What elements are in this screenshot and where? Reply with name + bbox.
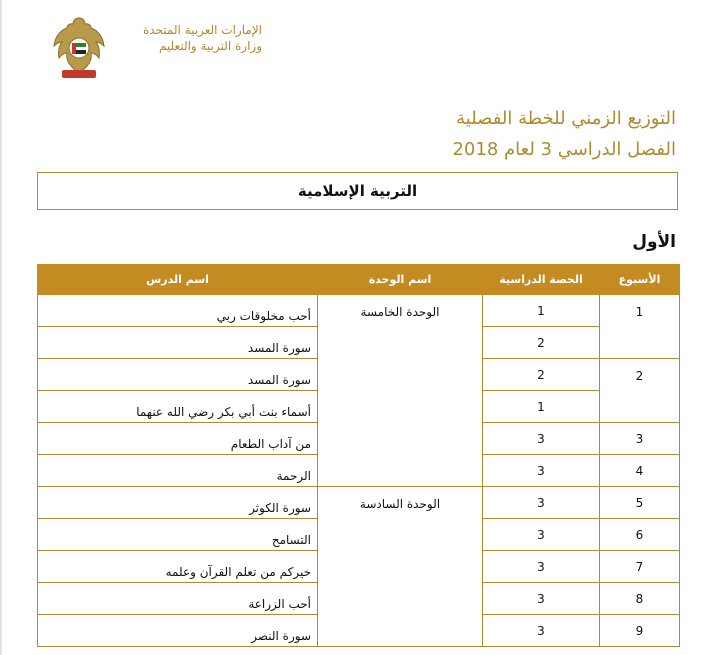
week-cell: 6 — [600, 519, 680, 551]
period-cell: 3 — [483, 583, 600, 615]
period-cell: 3 — [483, 551, 600, 583]
period-cell: 3 — [483, 615, 600, 647]
subject-box — [37, 172, 678, 210]
lesson-cell: أحب الزراعة — [38, 583, 318, 615]
lesson-cell: أسماء بنت أبي بكر رضي الله عنهما — [38, 391, 318, 423]
period-cell: 3 — [483, 487, 600, 519]
lesson-cell: خيركم من تعلم القرآن وعلمه — [38, 551, 318, 583]
document-title: التوزيع الزمني للخطة الفصلية — [456, 108, 676, 129]
period-cell: 1 — [483, 295, 600, 327]
lesson-cell: من آداب الطعام — [38, 423, 318, 455]
lesson-cell: سورة الكوثر — [38, 487, 318, 519]
period-cell: 2 — [483, 327, 600, 359]
ministry-line-2: وزارة التربية والتعليم — [158, 39, 262, 53]
header-week: الأسبوع — [600, 265, 680, 295]
table-header-row — [38, 265, 680, 295]
ministry-line-1: الإمارات العربية المتحدة — [143, 23, 262, 37]
lesson-cell: سورة المسد — [38, 359, 318, 391]
week-cell: 1 — [600, 295, 680, 359]
week-cell: 3 — [600, 423, 680, 455]
document-subtitle: الفصل الدراسي 3 لعام 2018 — [452, 139, 676, 160]
unit-cell: الوحدة السادسة — [318, 487, 483, 647]
period-cell: 1 — [483, 391, 600, 423]
lesson-cell: سورة النصر — [38, 615, 318, 647]
lesson-cell: التسامح — [38, 519, 318, 551]
period-cell: 3 — [483, 455, 600, 487]
period-cell: 3 — [483, 519, 600, 551]
week-cell: 5 — [600, 487, 680, 519]
period-cell: 2 — [483, 359, 600, 391]
header-unit: اسم الوحدة — [318, 265, 483, 295]
schedule-table — [37, 264, 680, 647]
term-heading: الأول — [632, 232, 676, 252]
week-cell: 4 — [600, 455, 680, 487]
page-edge-rule — [0, 0, 2, 655]
week-cell: 2 — [600, 359, 680, 423]
header-lesson: اسم الدرس — [38, 265, 318, 295]
uae-eagle-emblem-icon — [50, 14, 108, 82]
lesson-cell: الرحمة — [38, 455, 318, 487]
week-cell: 7 — [600, 551, 680, 583]
ministry-name — [112, 22, 262, 54]
subject-title: التربية الإسلامية — [297, 182, 418, 200]
week-cell: 9 — [600, 615, 680, 647]
unit-cell: الوحدة الخامسة — [318, 295, 483, 487]
table-row — [38, 295, 680, 327]
lesson-cell: سورة المسد — [38, 327, 318, 359]
header-period: الحصة الدراسية — [483, 265, 600, 295]
lesson-cell: أحب مخلوقات ربي — [38, 295, 318, 327]
period-cell: 3 — [483, 423, 600, 455]
table-row — [38, 487, 680, 519]
week-cell: 8 — [600, 583, 680, 615]
